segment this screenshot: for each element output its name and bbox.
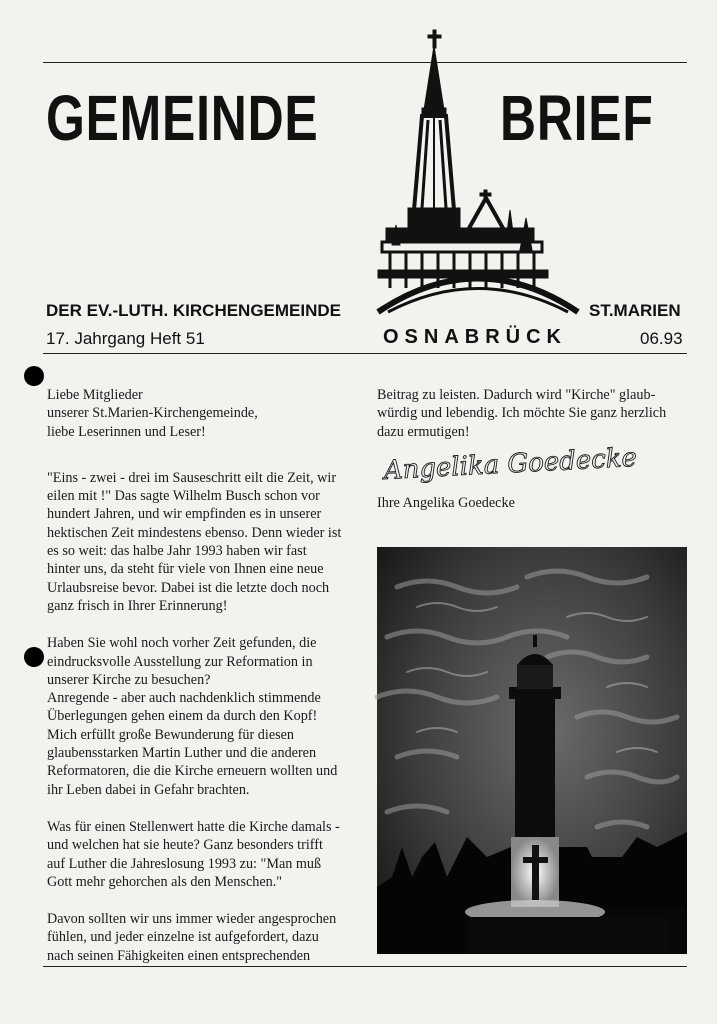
body-paragraph-2: Haben Sie wohl noch vorher Zeit gefunden, die eindrucksvolle Ausstellung zur Reformation in unserer Kirche zu besuchen? Anregende - aber auch nachdenklich stimmende Überlegungen gehen einem da durch den Kopf! Mich erfüllt große Bewunderung für diesen glaubensstarken Martin Luther und die anderen Reformatoren, die die Kirche erneuern wollten und ihr Leben dabei in Gefahr brachten. (47, 635, 338, 798)
masthead-title-right: BRIEF (500, 82, 654, 154)
greeting-paragraph: Liebe Mitglieder unserer St.Marien-Kirchengemeinde, liebe Leserinnen und Leser! (47, 387, 258, 440)
church-tower-icon (378, 30, 583, 320)
left-column (47, 386, 367, 965)
closing-paragraph: Beitrag zu leisten. Dadurch wird "Kirche" glaub- würdig und lebendig. Ich möchte Sie ganz herzlich dazu ermutigen! (377, 387, 667, 440)
signature-image (380, 440, 638, 498)
punch-hole-middle (24, 647, 44, 667)
signature-text: Angelika Goedecke (383, 442, 638, 487)
sign-off-name: Ihre Angelika Goedecke (377, 495, 515, 511)
right-column (377, 386, 689, 441)
bottom-rule (43, 966, 687, 967)
body-paragraph-3: Was für einen Stellenwert hatte die Kirche damals - und welchen hat sie heute? Ganz besonders trifft auf Luther die Jahreslosung 1993 zu: "Man muß Gott mehr gehorchen als den Menschen." (47, 818, 340, 890)
issue-number: 17. Jahrgang Heft 51 (46, 329, 205, 348)
body-paragraph-1: "Eins - zwei - drei im Sauseschritt eilt die Zeit, wir eilen mit !" Das sagte Wilhelm Busch schon vor hundert Jahren, und wir empfinden es in unserer hektischen Zeit mindestens ebenso. Denn wieder ist es so weit: das halbe Jahr 1993 haben wir fast hinter uns, da steht für viele von Ihnen eine neue Urlaubsreise bevor. Dabei ist die letzte doch noch ganz frisch in Ihrer Erinnerung! (47, 469, 342, 614)
city-name: OSNABRÜCK (383, 326, 567, 348)
parish-name: DER EV.-LUTH. KIRCHENGEMEINDE (46, 301, 342, 320)
punch-hole-top (24, 366, 44, 386)
lighthouse-photo (377, 547, 687, 954)
top-rule (43, 62, 687, 63)
sign-off (377, 494, 689, 512)
body-paragraph-4: Davon sollten wir uns immer wieder angesprochen fühlen, und jeder einzelne ist aufgefordert, dazu nach seinen Fähigkeiten einen entsprechenden (47, 911, 337, 964)
masthead-title-left: GEMEINDE (46, 82, 319, 154)
parish-name-right: ST.MARIEN (589, 301, 681, 320)
issue-date: 06.93 (640, 329, 683, 348)
masthead-rule (43, 353, 687, 354)
